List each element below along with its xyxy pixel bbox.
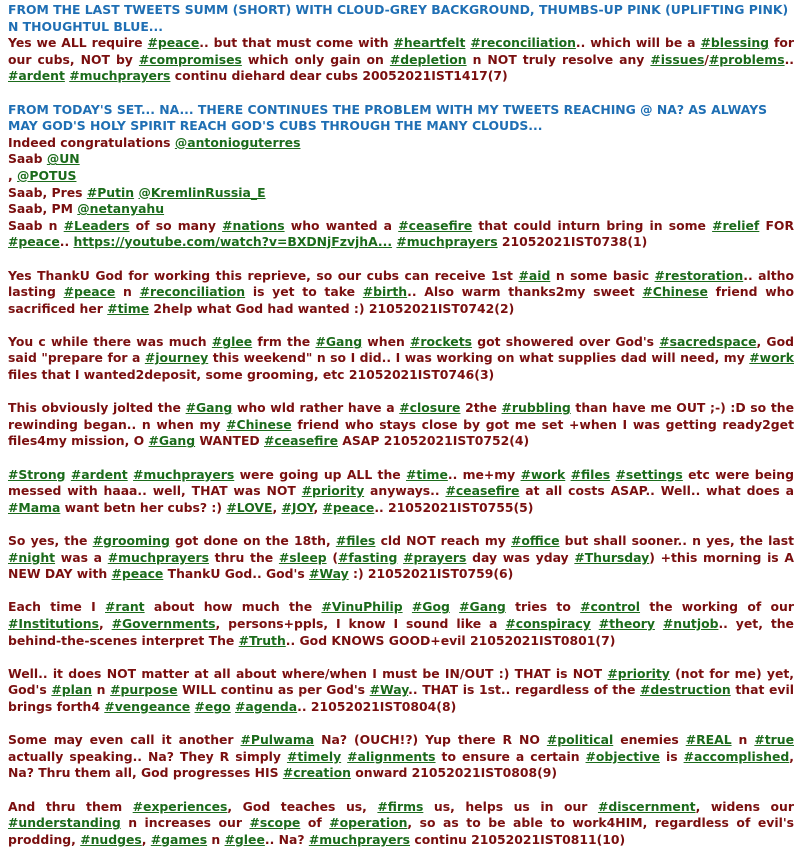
hashtag-link[interactable]: #compromises [139,52,242,67]
hashtag-link[interactable]: #JOY [282,500,314,515]
hashtag-link[interactable]: #Putin [87,185,134,200]
text-segment: And thru them [8,799,133,814]
text-segment: :) 21052021IST0759(6) [349,566,514,581]
text-segment: .. THAT is 1st.. regardless of the [408,682,640,697]
text-segment: at all costs ASAP.. Well.. what does a [519,483,794,498]
text-segment: actually speaking.. Na? They R simply [8,749,287,764]
hashtag-link[interactable]: #control [580,599,640,614]
tweet-paragraph [8,35,794,85]
hashtag-link[interactable]: #firms [377,799,423,814]
text-segment: , so as to be able to work4HIM, regardless of evil's prodding, [8,815,794,847]
hashtag-link[interactable]: #nations [222,218,284,233]
hashtag-link[interactable]: #glee [225,832,265,847]
tweet-line [8,185,794,202]
hashtag-link[interactable]: #ceasefire [398,218,472,233]
text-segment: who wld rather have a [232,400,399,415]
url-link[interactable]: https://youtube.com/watch?v=BXDNjFzvjhA... [74,234,393,249]
hashtag-link[interactable]: #files [336,533,376,548]
hashtag-link[interactable]: #plan [51,682,92,697]
hashtag-link[interactable]: #time [107,301,149,316]
text-segment: n [115,284,139,299]
text-segment: than have me OUT ;-) :D so the rewinding began.. n when my [8,400,794,432]
text-segment: Saab, Pres [8,185,87,200]
text-segment: 2help what God had wanted :) 21052021IST0742(2) [149,301,514,316]
hashtag-link[interactable]: #LOVE [226,500,272,515]
hashtag-link[interactable]: #Way [309,566,349,581]
text-segment: WILL continu as per God's [177,682,369,697]
hashtag-link[interactable]: #conspiracy [505,616,590,631]
hashtag-link[interactable]: #muchprayers [69,68,170,83]
hashtag-link[interactable]: #Gang [149,433,196,448]
hashtag-link[interactable]: #muchprayers [108,550,209,565]
text-segment [403,599,412,614]
text-segment [450,599,459,614]
text-segment: continu diehard dear cubs 20052021IST1417(7) [170,68,507,83]
tweet-paragraph [8,533,794,583]
text-segment: tries to [506,599,580,614]
tweet-line [8,35,794,85]
text-segment: want betn her cubs? :) [60,500,226,515]
hashtag-link[interactable]: #alignments [347,749,435,764]
hashtag-link[interactable]: #journey [145,350,208,365]
hashtag-link[interactable]: #muchprayers [133,467,234,482]
hashtag-link[interactable]: #objective [586,749,660,764]
hashtag-link[interactable]: #files [571,467,611,482]
text-segment: This obviously jolted the [8,400,186,415]
heading-today: FROM TODAY'S SET... NA... THERE CONTINUES THE PROBLEM WITH MY TWEETS REACHING @ NA? AS ALWAYS MAY GOD'S HOLY SPIRIT REACH GOD'S CUBS THROUGH THE MANY CLOUDS... [8,102,794,135]
hashtag-link[interactable]: #sacredspace [659,334,756,349]
hashtag-link[interactable]: #understanding [8,815,121,830]
hashtag-link[interactable]: #nutjob [663,616,719,631]
hashtag-link[interactable]: #political [547,732,613,747]
hashtag-link[interactable]: #peace [112,566,164,581]
text-segment: , [142,832,151,847]
hashtag-link[interactable]: #VinuPhilip [321,599,402,614]
text-segment: .. [60,234,74,249]
tweet-paragraph [8,732,794,782]
hashtag-link[interactable]: #aid [518,268,550,283]
text-segment: , persons+ppls, I know I sound like a [216,616,506,631]
text-segment: to ensure a certain [436,749,586,764]
hashtag-link[interactable]: #ardent [8,68,65,83]
hashtag-link[interactable]: #fasting [338,550,397,565]
tweet-line [8,268,794,318]
hashtag-link[interactable]: #destruction [640,682,731,697]
heading-summary: FROM THE LAST TWEETS SUMM (SHORT) WITH CLOUD-GREY BACKGROUND, THUMBS-UP PINK (UPLIFTING PINK) N THOUGHTUL BLUE... [8,2,794,35]
hashtag-link[interactable]: #experiences [133,799,228,814]
hashtag-link[interactable]: #problems [709,52,785,67]
mention-link[interactable]: @UN [47,151,80,166]
hashtag-link[interactable]: #birth [363,284,407,299]
text-segment: Well.. it does NOT matter at all about where/when I must be IN/OUT :) THAT is NOT [8,666,607,681]
text-segment: 21052021IST0738(1) [498,234,648,249]
text-segment: .. 21052021IST0755(5) [374,500,533,515]
hashtag-link[interactable]: #priority [607,666,669,681]
text-segment: Na? (OUCH!?) Yup there R NO [314,732,547,747]
hashtag-link[interactable]: #Governments [112,616,216,631]
hashtag-link[interactable]: #Thursday [574,550,649,565]
hashtag-link[interactable]: #timely [287,749,341,764]
hashtag-link[interactable]: #reconciliation [140,284,246,299]
hashtag-link[interactable]: #relief [712,218,759,233]
text-segment: Saab [8,151,47,166]
hashtag-link[interactable]: #Chinese [226,417,292,432]
text-segment: files that I wanted2deposit, some grooming, etc 21052021IST0746(3) [8,367,494,382]
text-segment: Indeed congratulations [8,135,175,150]
text-segment: friend who stays close by got me set +when I was getting ready2get files4my mission, O [8,417,794,449]
hashtag-link[interactable]: #scope [249,815,300,830]
hashtag-link[interactable]: #depletion [390,52,467,67]
hashtag-link[interactable]: #reconciliation [470,35,576,50]
text-segment: etc were being messed with haaa.. well, THAT was NOT [8,467,794,499]
hashtag-link[interactable]: #ceasefire [445,483,519,498]
hashtag-link[interactable]: #work [521,467,566,482]
text-segment: were going up ALL the [234,467,406,482]
text-segment: n [207,832,224,847]
text-segment: was a [55,550,108,565]
hashtag-link[interactable]: #muchprayers [309,832,410,847]
text-segment: FOR [759,218,794,233]
hashtag-link[interactable]: #Mama [8,500,60,515]
hashtag-link[interactable]: #Leaders [64,218,130,233]
tweet-paragraph [8,400,794,450]
text-segment: is yet to take [245,284,363,299]
text-segment: enemies [613,732,685,747]
hashtag-link[interactable]: #muchprayers [396,234,497,249]
text-segment: 2the [460,400,501,415]
tweet-line [8,334,794,384]
text-segment: that could inturn bring in some [472,218,712,233]
text-segment: , God teaches us, [227,799,377,814]
text-segment: , [99,616,112,631]
mention-link[interactable]: @netanyahu [77,201,164,216]
hashtag-link[interactable]: #night [8,550,55,565]
tweet-line [8,732,794,782]
text-segment: who wanted a [285,218,399,233]
text-segment: ASAP 21052021IST0752(4) [338,433,529,448]
hashtag-link[interactable]: #Way [370,682,409,697]
text-segment: .. but that must come with [199,35,393,50]
text-segment: thru the [209,550,279,565]
text-segment: , widens our [696,799,794,814]
hashtag-link[interactable]: #settings [615,467,682,482]
hashtag-link[interactable]: #REAL [686,732,732,747]
hashtag-link[interactable]: #Institutions [8,616,99,631]
hashtag-link[interactable]: #heartfelt [393,35,465,50]
text-segment: , [314,500,323,515]
tweet-paragraph [8,135,794,251]
text-segment: Yes we ALL require [8,35,148,50]
tweet-line [8,135,794,152]
text-segment: friend who sacrificed her [8,284,794,316]
text-segment: Some may even call it another [8,732,241,747]
text-segment: .. altho lasting [8,268,794,300]
hashtag-link[interactable]: #peace [64,284,116,299]
hashtag-link[interactable]: #ceasefire [264,433,338,448]
hashtag-link[interactable]: #priority [302,483,364,498]
text-segment: .. Na? [265,832,309,847]
hashtag-link[interactable]: #peace [148,35,200,50]
text-segment: .. [785,52,794,67]
text-segment: , [8,168,17,183]
hashtag-link[interactable]: #Strong [8,467,66,482]
hashtag-link[interactable]: #theory [599,616,655,631]
text-segment: day was yday [466,550,574,565]
tweet-paragraph [8,268,794,318]
text-segment: So yes, the [8,533,93,548]
text-segment: Saab n [8,218,64,233]
hashtag-link[interactable]: #issues [650,52,704,67]
text-segment: cld NOT reach my [375,533,511,548]
text-segment: .. 21052021IST0804(8) [297,699,456,714]
hashtag-link[interactable]: #discernment [598,799,696,814]
text-segment: ) +this morning is A NEW DAY with [8,550,794,582]
text-segment: / [704,52,709,67]
tweet-paragraph [8,334,794,384]
text-segment: got done on the 18th, [170,533,336,548]
tweet-paragraph [8,799,794,848]
text-segment: of [300,815,329,830]
text-segment [655,616,663,631]
text-segment: anyways.. [364,483,445,498]
hashtag-link[interactable]: #operation [329,815,407,830]
tweet-paragraph [8,599,794,649]
hashtag-link[interactable]: #time [406,467,448,482]
hashtag-link[interactable]: #games [151,832,207,847]
hashtag-link[interactable]: #peace [323,500,375,515]
hashtag-link[interactable]: #Pulwama [241,732,315,747]
mention-link[interactable]: @antonioguterres [175,135,301,150]
text-segment: is [660,749,684,764]
tweet-paragraph [8,666,794,716]
spacer [8,85,794,102]
text-segment: .. God KNOWS GOOD+evil 21052021IST0801(7) [286,633,616,648]
text-segment: n [92,682,110,697]
tweet-line [8,168,794,185]
hashtag-link[interactable]: #rubbling [502,400,571,415]
text-segment: n [732,732,755,747]
text-segment: .. yet, the behind-the-scenes interpret The [8,616,794,648]
tweet-line [8,599,794,649]
text-segment: n some basic [550,268,654,283]
hashtag-link[interactable]: #Gang [315,334,362,349]
text-segment: frm the [252,334,315,349]
paragraph-list-first [8,35,794,85]
tweet-line [8,151,794,168]
hashtag-link[interactable]: #Gang [186,400,233,415]
text-segment: (not for me) yet, God's [8,666,794,698]
tweet-line [8,533,794,583]
tweet-line [8,201,794,218]
text-segment: WANTED [195,433,264,448]
text-segment: the working of our [640,599,794,614]
hashtag-link[interactable]: #vengeance [104,699,190,714]
hashtag-link[interactable]: #Truth [239,633,286,648]
hashtag-link[interactable]: #blessing [700,35,769,50]
text-segment: You c while there was much [8,334,212,349]
hashtag-link[interactable]: #restoration [655,268,744,283]
hashtag-link[interactable]: #creation [283,765,351,780]
tweet-line [8,218,794,251]
hashtag-link[interactable]: #Gog [412,599,450,614]
hashtag-link[interactable]: #office [511,533,559,548]
hashtag-link[interactable]: #Gang [459,599,506,614]
hashtag-link[interactable]: #accomplished [684,749,790,764]
text-segment: ( [327,550,338,565]
text-segment: which only gain on [242,52,390,67]
text-segment: got showered over God's [472,334,659,349]
tweet-line [8,467,794,517]
hashtag-link[interactable]: #rant [105,599,145,614]
text-segment: us, helps us in our [423,799,598,814]
tweet-paragraph [8,467,794,517]
tweet-line [8,400,794,450]
hashtag-link[interactable]: #grooming [93,533,170,548]
text-segment: continu 21052021IST0811(10) [410,832,625,847]
mention-link[interactable]: @POTUS [17,168,76,183]
tweet-line [8,799,794,848]
text-segment: onward 21052021IST0808(9) [351,765,557,780]
hashtag-link[interactable]: #ego [195,699,231,714]
hashtag-link[interactable]: #closure [399,400,460,415]
hashtag-link[interactable]: #work [749,350,794,365]
text-segment: about how much the [145,599,322,614]
tweet-line [8,666,794,716]
text-segment: but shall sooner.. n yes, the last [559,533,794,548]
hashtag-link[interactable]: #rockets [410,334,472,349]
text-segment: Each time I [8,599,105,614]
hashtag-link[interactable]: #ardent [71,467,128,482]
mention-link[interactable]: @KremlinRussia_E [138,185,265,200]
hashtag-link[interactable]: #peace [8,234,60,249]
hashtag-link[interactable]: #nudges [80,832,142,847]
text-segment: , [272,500,281,515]
text-segment: this weekend" n so I did.. I was working on what supplies dad will need, my [208,350,749,365]
text-segment: for our cubs, NOT by [8,35,794,67]
text-segment: n NOT truly resolve any [467,52,651,67]
hashtag-link[interactable]: #true [754,732,794,747]
hashtag-link[interactable]: #glee [212,334,252,349]
text-segment: .. which will be a [576,35,701,50]
hashtag-link[interactable]: #purpose [110,682,177,697]
text-segment: .. me+my [448,467,521,482]
hashtag-link[interactable]: #agenda [235,699,297,714]
text-segment: , Na? Thru them all, God progresses HIS [8,749,794,781]
text-segment: when [362,334,410,349]
paragraph-list [8,135,794,848]
text-segment: .. Also warm thanks2my sweet [407,284,642,299]
text-segment: that evil brings forth4 [8,682,794,714]
text-segment [591,616,599,631]
text-segment: n increases our [121,815,250,830]
text-segment: , God said "prepare for a [8,334,794,366]
text-segment: ThankU God.. God's [163,566,309,581]
hashtag-link[interactable]: #prayers [403,550,466,565]
text-segment: of so many [129,218,222,233]
text-segment: Yes ThankU God for working this reprieve, so our cubs can receive 1st [8,268,518,283]
text-segment: Saab, PM [8,201,77,216]
hashtag-link[interactable]: #Chinese [642,284,708,299]
hashtag-link[interactable]: #sleep [279,550,327,565]
